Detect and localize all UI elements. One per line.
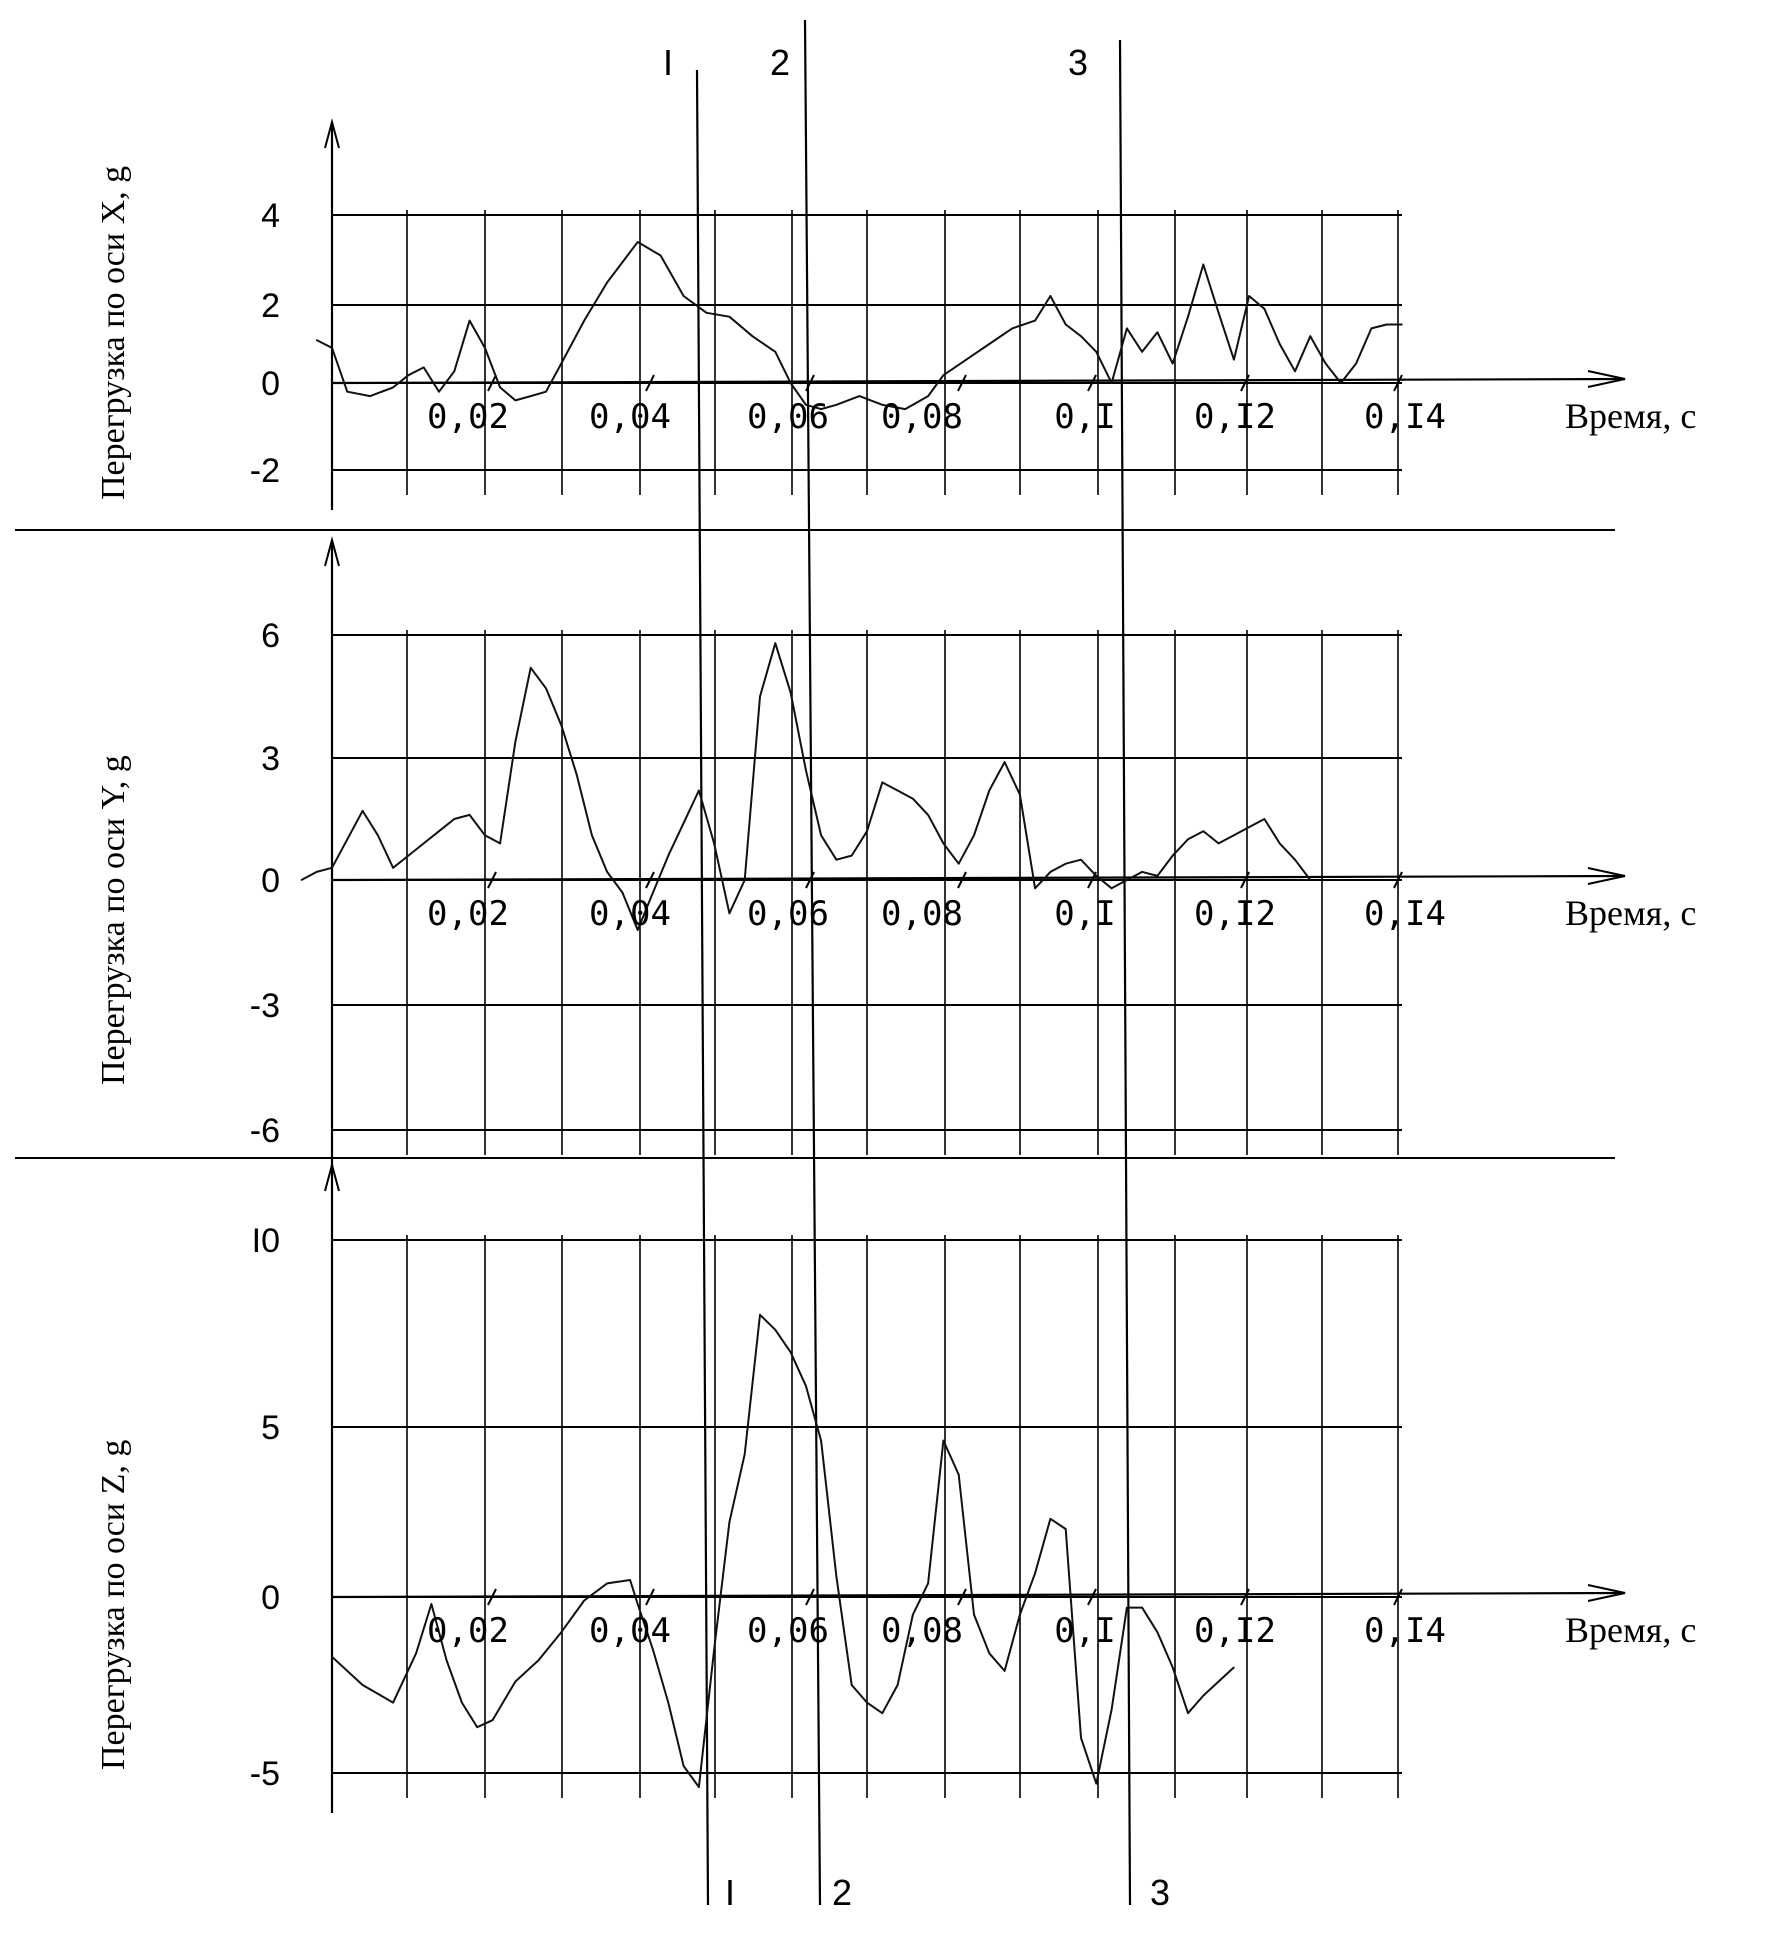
data-point-p1-24 xyxy=(775,351,777,353)
data-point-p3-27 xyxy=(820,1440,822,1442)
data-point-p2-6 xyxy=(392,867,394,869)
data-point-p3-6 xyxy=(461,1702,463,1704)
data-point-p2-42 xyxy=(943,843,945,845)
data-point-p1-57 xyxy=(1340,382,1342,384)
y-tick-label-p2-2: 0 xyxy=(261,862,280,900)
data-point-p3-41 xyxy=(1034,1572,1036,1574)
data-point-p2-15 xyxy=(530,667,532,669)
data-point-p3-46 xyxy=(1111,1709,1113,1711)
data-point-p3-40 xyxy=(1019,1614,1021,1616)
data-point-p1-20 xyxy=(683,295,685,297)
data-point-p2-10 xyxy=(454,818,456,820)
data-point-p3-11 xyxy=(561,1631,563,1633)
x-tick-label-p3-3: 0,08 xyxy=(881,1611,963,1651)
data-point-p2-28 xyxy=(729,913,731,915)
data-point-p1-45 xyxy=(1157,332,1159,334)
section-mark-top-1: I xyxy=(662,42,674,83)
data-point-p1-53 xyxy=(1279,343,1281,345)
x-tick-label-p3-5: 0,I2 xyxy=(1194,1611,1276,1651)
data-point-p2-3 xyxy=(347,839,349,841)
data-point-p3-19 xyxy=(698,1786,700,1788)
x-tick-label-p1-5: 0,I2 xyxy=(1194,397,1276,437)
x-tick-label-p2-5: 0,I2 xyxy=(1194,894,1276,934)
data-point-p3-13 xyxy=(606,1583,608,1585)
data-point-p1-29 xyxy=(859,395,861,397)
y-tick-label-p1-1: 2 xyxy=(261,287,280,325)
data-point-p3-5 xyxy=(446,1660,448,1662)
data-point-p2-31 xyxy=(775,642,777,644)
data-point-p3-18 xyxy=(683,1765,685,1767)
data-point-p3-24 xyxy=(775,1329,777,1331)
y-axis-label-x: Перегрузка по оси X, g xyxy=(95,165,132,500)
data-point-p1-56 xyxy=(1325,363,1327,365)
data-point-p2-43 xyxy=(958,863,960,865)
data-point-p1-49 xyxy=(1218,312,1220,314)
data-point-p1-61 xyxy=(1401,324,1403,326)
data-point-p1-42 xyxy=(1111,382,1113,384)
data-layer xyxy=(301,241,1403,1788)
data-point-p2-62 xyxy=(1248,826,1250,828)
data-point-p3-39 xyxy=(1004,1670,1006,1672)
section-mark-top-2: 2 xyxy=(769,42,791,83)
data-point-p1-10 xyxy=(484,347,486,349)
data-point-p2-8 xyxy=(423,843,425,845)
x-tick-label-p2-2: 0,06 xyxy=(747,894,829,934)
data-point-p3-10 xyxy=(538,1660,540,1662)
data-point-p3-1 xyxy=(362,1684,364,1686)
data-point-p2-33 xyxy=(805,769,807,771)
data-point-p3-43 xyxy=(1065,1528,1067,1530)
data-point-p1-12 xyxy=(515,400,517,402)
x-tick-label-p3-6: 0,I4 xyxy=(1364,1611,1446,1651)
data-point-p2-26 xyxy=(698,790,700,792)
data-point-p2-20 xyxy=(606,871,608,873)
x-axis-label-p3: Время, с xyxy=(1565,1610,1697,1650)
data-point-p1-22 xyxy=(729,316,731,318)
x-tick-label-p2-1: 0,04 xyxy=(589,894,671,934)
data-point-p2-0 xyxy=(301,879,303,881)
x-axis-label-p2: Время, с xyxy=(1565,893,1697,933)
x-tick-label-p1-6: 0,I4 xyxy=(1364,397,1446,437)
data-point-p2-58 xyxy=(1187,839,1189,841)
data-point-p3-34 xyxy=(927,1583,929,1585)
data-point-p1-0 xyxy=(316,339,318,341)
data-point-p3-9 xyxy=(515,1681,517,1683)
data-point-p1-52 xyxy=(1264,308,1266,310)
x-axis-label-p1: Время, с xyxy=(1565,396,1697,436)
data-point-p1-37 xyxy=(1034,320,1036,322)
data-point-p1-43 xyxy=(1126,328,1128,330)
data-point-p2-35 xyxy=(836,859,838,861)
data-point-p1-44 xyxy=(1141,351,1143,353)
data-point-p2-64 xyxy=(1279,843,1281,845)
data-point-p3-4 xyxy=(431,1603,433,1605)
data-point-p2-24 xyxy=(668,855,670,857)
data-point-p2-19 xyxy=(591,835,593,837)
data-point-p2-1 xyxy=(316,871,318,873)
x-tick-label-p1-2: 0,06 xyxy=(747,397,829,437)
section-mark-bottom-2: 2 xyxy=(831,1872,853,1913)
data-point-p3-3 xyxy=(415,1653,417,1655)
data-point-p2-11 xyxy=(469,814,471,816)
data-point-p2-52 xyxy=(1096,875,1098,877)
data-point-p2-51 xyxy=(1080,859,1082,861)
x-tick-label-p1-0: 0,02 xyxy=(427,397,509,437)
data-point-p3-50 xyxy=(1172,1667,1174,1669)
y-tick-label-p1-0: 4 xyxy=(261,197,280,235)
data-point-p1-15 xyxy=(561,363,563,365)
data-point-p1-18 xyxy=(637,241,639,243)
data-point-p2-60 xyxy=(1218,843,1220,845)
y-tick-label-p1-3: -2 xyxy=(249,452,280,490)
x-tick-label-p2-0: 0,02 xyxy=(427,894,509,934)
data-point-p2-38 xyxy=(882,782,884,784)
data-point-p1-46 xyxy=(1172,363,1174,365)
data-point-p3-51 xyxy=(1187,1712,1189,1714)
data-point-p2-49 xyxy=(1050,871,1052,873)
y-tick-label-p2-0: 6 xyxy=(261,617,280,655)
data-point-p1-47 xyxy=(1187,316,1189,318)
x-tick-label-p3-4: 0,I xyxy=(1054,1611,1116,1651)
data-point-p1-51 xyxy=(1248,295,1250,297)
data-point-p1-14 xyxy=(545,391,547,393)
data-point-p1-54 xyxy=(1294,371,1296,373)
data-point-p1-25 xyxy=(790,382,792,384)
data-point-p1-4 xyxy=(392,387,394,389)
data-point-p1-39 xyxy=(1065,324,1067,326)
data-point-p3-0 xyxy=(331,1656,333,1658)
data-point-p3-45 xyxy=(1096,1783,1098,1785)
x-tick-label-p3-0: 0,02 xyxy=(427,1611,509,1651)
y-tick-label-p3-3: -5 xyxy=(249,1755,280,1793)
y-tick-label-p1-2: 0 xyxy=(261,365,280,403)
data-point-p2-50 xyxy=(1065,863,1067,865)
x-tick-label-p1-3: 0,08 xyxy=(881,397,963,437)
data-point-p2-4 xyxy=(362,810,364,812)
data-point-p2-12 xyxy=(484,835,486,837)
data-point-p2-57 xyxy=(1172,855,1174,857)
data-point-p1-50 xyxy=(1233,359,1235,361)
y-tick-label-p3-2: 0 xyxy=(261,1579,280,1617)
data-point-p1-33 xyxy=(943,374,945,376)
data-point-p1-6 xyxy=(423,367,425,369)
data-point-p2-17 xyxy=(561,724,563,726)
data-point-p1-9 xyxy=(469,320,471,322)
data-point-p1-41 xyxy=(1096,351,1098,353)
text-layer xyxy=(250,42,1697,1913)
data-point-p1-48 xyxy=(1203,264,1205,266)
data-point-p2-55 xyxy=(1141,871,1143,873)
data-point-p3-12 xyxy=(583,1600,585,1602)
data-point-p1-28 xyxy=(836,404,838,406)
section-mark-bottom-1: I xyxy=(724,1872,736,1913)
data-point-p2-14 xyxy=(515,741,517,743)
data-point-p1-13 xyxy=(530,395,532,397)
data-point-p3-26 xyxy=(805,1385,807,1387)
data-point-p2-34 xyxy=(820,835,822,837)
data-point-p3-29 xyxy=(851,1684,853,1686)
data-point-p1-16 xyxy=(583,320,585,322)
data-point-p1-3 xyxy=(369,395,371,397)
x-tick-label-p3-2: 0,06 xyxy=(747,1611,829,1651)
data-point-p2-44 xyxy=(973,835,975,837)
data-point-p2-29 xyxy=(744,879,746,881)
data-point-p2-9 xyxy=(438,830,440,832)
x-tick-label-p2-3: 0,08 xyxy=(881,894,963,934)
data-point-p2-7 xyxy=(408,855,410,857)
data-point-p2-5 xyxy=(377,835,379,837)
data-point-p1-1 xyxy=(331,347,333,349)
data-point-p3-47 xyxy=(1126,1607,1128,1609)
data-point-p3-42 xyxy=(1050,1518,1052,1520)
data-point-p1-55 xyxy=(1310,335,1312,337)
data-point-p1-11 xyxy=(499,387,501,389)
y-axis-label-z: Перегрузка по оси Z, g xyxy=(95,1439,132,1770)
data-point-p2-63 xyxy=(1264,818,1266,820)
data-point-p3-44 xyxy=(1080,1737,1082,1739)
data-point-p2-45 xyxy=(989,790,991,792)
data-point-p1-60 xyxy=(1386,324,1388,326)
data-point-p2-25 xyxy=(683,822,685,824)
y-axis-label-y: Перегрузка по оси Y, g xyxy=(95,755,132,1085)
data-point-p3-8 xyxy=(492,1719,494,1721)
y-tick-label-p2-4: -6 xyxy=(249,1112,280,1150)
data-point-p3-53 xyxy=(1218,1681,1220,1683)
data-point-p2-30 xyxy=(759,696,761,698)
data-point-p2-56 xyxy=(1157,875,1159,877)
data-point-p3-25 xyxy=(790,1351,792,1353)
data-point-p2-61 xyxy=(1233,835,1235,837)
data-point-p3-7 xyxy=(476,1726,478,1728)
data-point-p3-20 xyxy=(713,1649,715,1651)
data-point-p1-38 xyxy=(1050,295,1052,297)
data-point-p3-32 xyxy=(897,1684,899,1686)
data-point-p2-40 xyxy=(912,798,914,800)
data-point-p3-2 xyxy=(392,1702,394,1704)
x-tick-label-p2-6: 0,I4 xyxy=(1364,894,1446,934)
data-point-p1-17 xyxy=(606,282,608,284)
data-point-p2-2 xyxy=(331,867,333,869)
data-point-p3-35 xyxy=(943,1440,945,1442)
section-mark-bottom-3: 3 xyxy=(1149,1872,1171,1913)
data-point-p3-48 xyxy=(1141,1607,1143,1609)
section-mark-top-3: 3 xyxy=(1067,42,1089,83)
data-point-p2-54 xyxy=(1126,879,1128,881)
x-tick-label-p3-1: 0,04 xyxy=(589,1611,671,1651)
data-point-p2-27 xyxy=(713,843,715,845)
data-point-p2-65 xyxy=(1294,859,1296,861)
data-point-p3-28 xyxy=(836,1576,838,1578)
data-point-p3-31 xyxy=(882,1712,884,1714)
data-point-p3-36 xyxy=(958,1474,960,1476)
data-point-p2-46 xyxy=(1004,761,1006,763)
data-point-p2-37 xyxy=(866,830,868,832)
y-tick-label-p3-1: 5 xyxy=(261,1409,280,1447)
data-point-p3-30 xyxy=(866,1702,868,1704)
data-point-p2-48 xyxy=(1034,888,1036,890)
data-point-p2-66 xyxy=(1310,879,1312,881)
data-point-p1-7 xyxy=(438,391,440,393)
data-point-p3-22 xyxy=(744,1453,746,1455)
y-tick-label-p3-0: I0 xyxy=(251,1222,280,1260)
data-point-p2-53 xyxy=(1111,888,1113,890)
section-line-1 xyxy=(697,70,708,1905)
y-tick-label-p2-1: 3 xyxy=(261,740,280,778)
data-point-p2-39 xyxy=(897,790,899,792)
data-point-p1-58 xyxy=(1355,363,1357,365)
data-point-p3-23 xyxy=(759,1314,761,1316)
data-point-p1-23 xyxy=(752,335,754,337)
data-point-p1-34 xyxy=(966,359,968,361)
data-point-p3-21 xyxy=(729,1521,731,1523)
data-point-p2-47 xyxy=(1019,794,1021,796)
data-point-p2-16 xyxy=(545,688,547,690)
x-tick-label-p2-4: 0,I xyxy=(1054,894,1116,934)
data-point-p3-54 xyxy=(1233,1667,1235,1669)
series-line-p1-0 xyxy=(317,242,1402,409)
data-point-p1-36 xyxy=(1011,328,1013,330)
data-point-p3-52 xyxy=(1203,1695,1205,1697)
data-point-p1-19 xyxy=(660,255,662,257)
data-point-p1-35 xyxy=(989,343,991,345)
x-tick-label-p1-4: 0,I xyxy=(1054,397,1116,437)
data-point-p2-36 xyxy=(851,855,853,857)
data-point-p2-59 xyxy=(1203,830,1205,832)
data-point-p2-41 xyxy=(927,814,929,816)
data-point-p3-17 xyxy=(668,1702,670,1704)
data-point-p3-38 xyxy=(989,1653,991,1655)
data-point-p3-14 xyxy=(629,1579,631,1581)
data-point-p1-2 xyxy=(347,391,349,393)
data-point-p1-8 xyxy=(454,371,456,373)
data-point-p1-59 xyxy=(1371,328,1373,330)
data-point-p2-18 xyxy=(576,774,578,776)
data-point-p1-5 xyxy=(408,374,410,376)
data-point-p3-15 xyxy=(637,1603,639,1605)
data-point-p1-21 xyxy=(706,312,708,314)
x-tick-label-p1-1: 0,04 xyxy=(589,397,671,437)
data-point-p3-37 xyxy=(973,1614,975,1616)
data-point-p2-32 xyxy=(790,692,792,694)
data-point-p3-49 xyxy=(1157,1631,1159,1633)
data-point-p2-13 xyxy=(499,843,501,845)
y-tick-label-p2-3: -3 xyxy=(249,987,280,1025)
data-point-p1-40 xyxy=(1080,335,1082,337)
